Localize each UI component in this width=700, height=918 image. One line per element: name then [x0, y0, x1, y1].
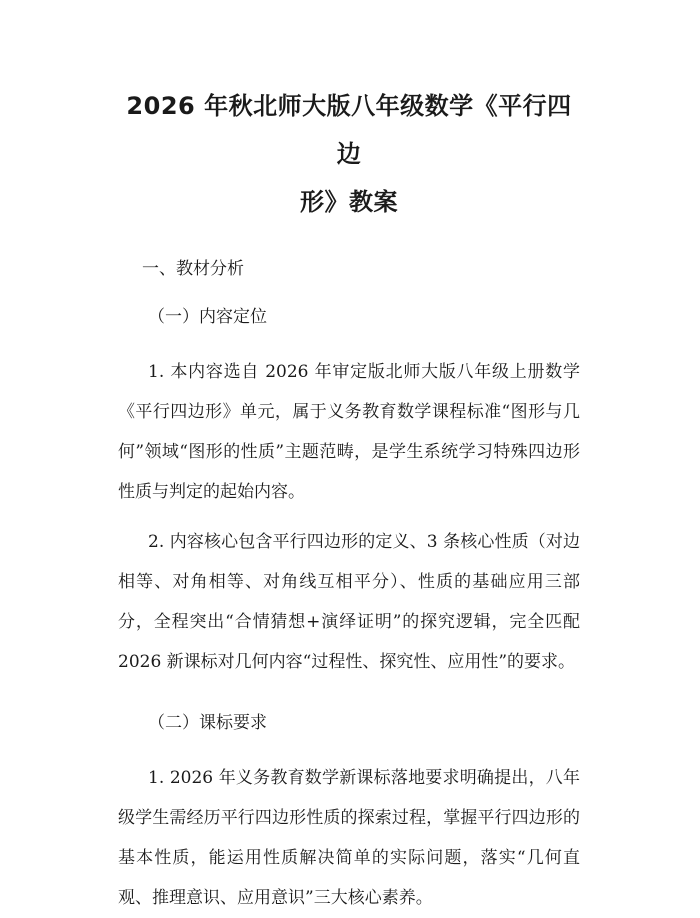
paragraph-content-source: 1. 本内容选自 2026 年审定版北师大版八年级上册数学《平行四边形》单元，属于义务教育数学课程标准“图形与几何”领域“图形的性质”主题范畴，是学生系统学习特殊四边形性质与判定的起始内容。	[118, 362, 580, 502]
section-heading-textbook-analysis: 一、教材分析	[142, 259, 244, 279]
subsection-heading-content-positioning: （一）内容定位	[148, 307, 267, 327]
paragraph-curriculum-requirement: 1. 2026 年义务教育数学新课标落地要求明确提出，八年级学生需经历平行四边形性质的探索过程，掌握平行四边形的基本性质，能运用性质解决简单的实际问题，落实“几何直观、推理意识、应用意识”三大核心素养。	[118, 768, 580, 908]
title-line-1: 2026 年秋北师大版八年级数学《平行四边	[126, 92, 572, 168]
title-line-2: 形》教案	[300, 188, 398, 216]
subsection-heading-curriculum-requirements: （二）课标要求	[148, 713, 267, 733]
document-title	[118, 0, 580, 226]
paragraph-content-core: 2. 内容核心包含平行四边形的定义、3 条核心性质（对边相等、对角相等、对角线互相平分）、性质的基础应用三部分，全程突出“合情猜想+演绎证明”的探究逻辑，完全匹配 2026 新课标对几何内容“过程性、探究性、应用性”的要求。	[118, 532, 580, 672]
